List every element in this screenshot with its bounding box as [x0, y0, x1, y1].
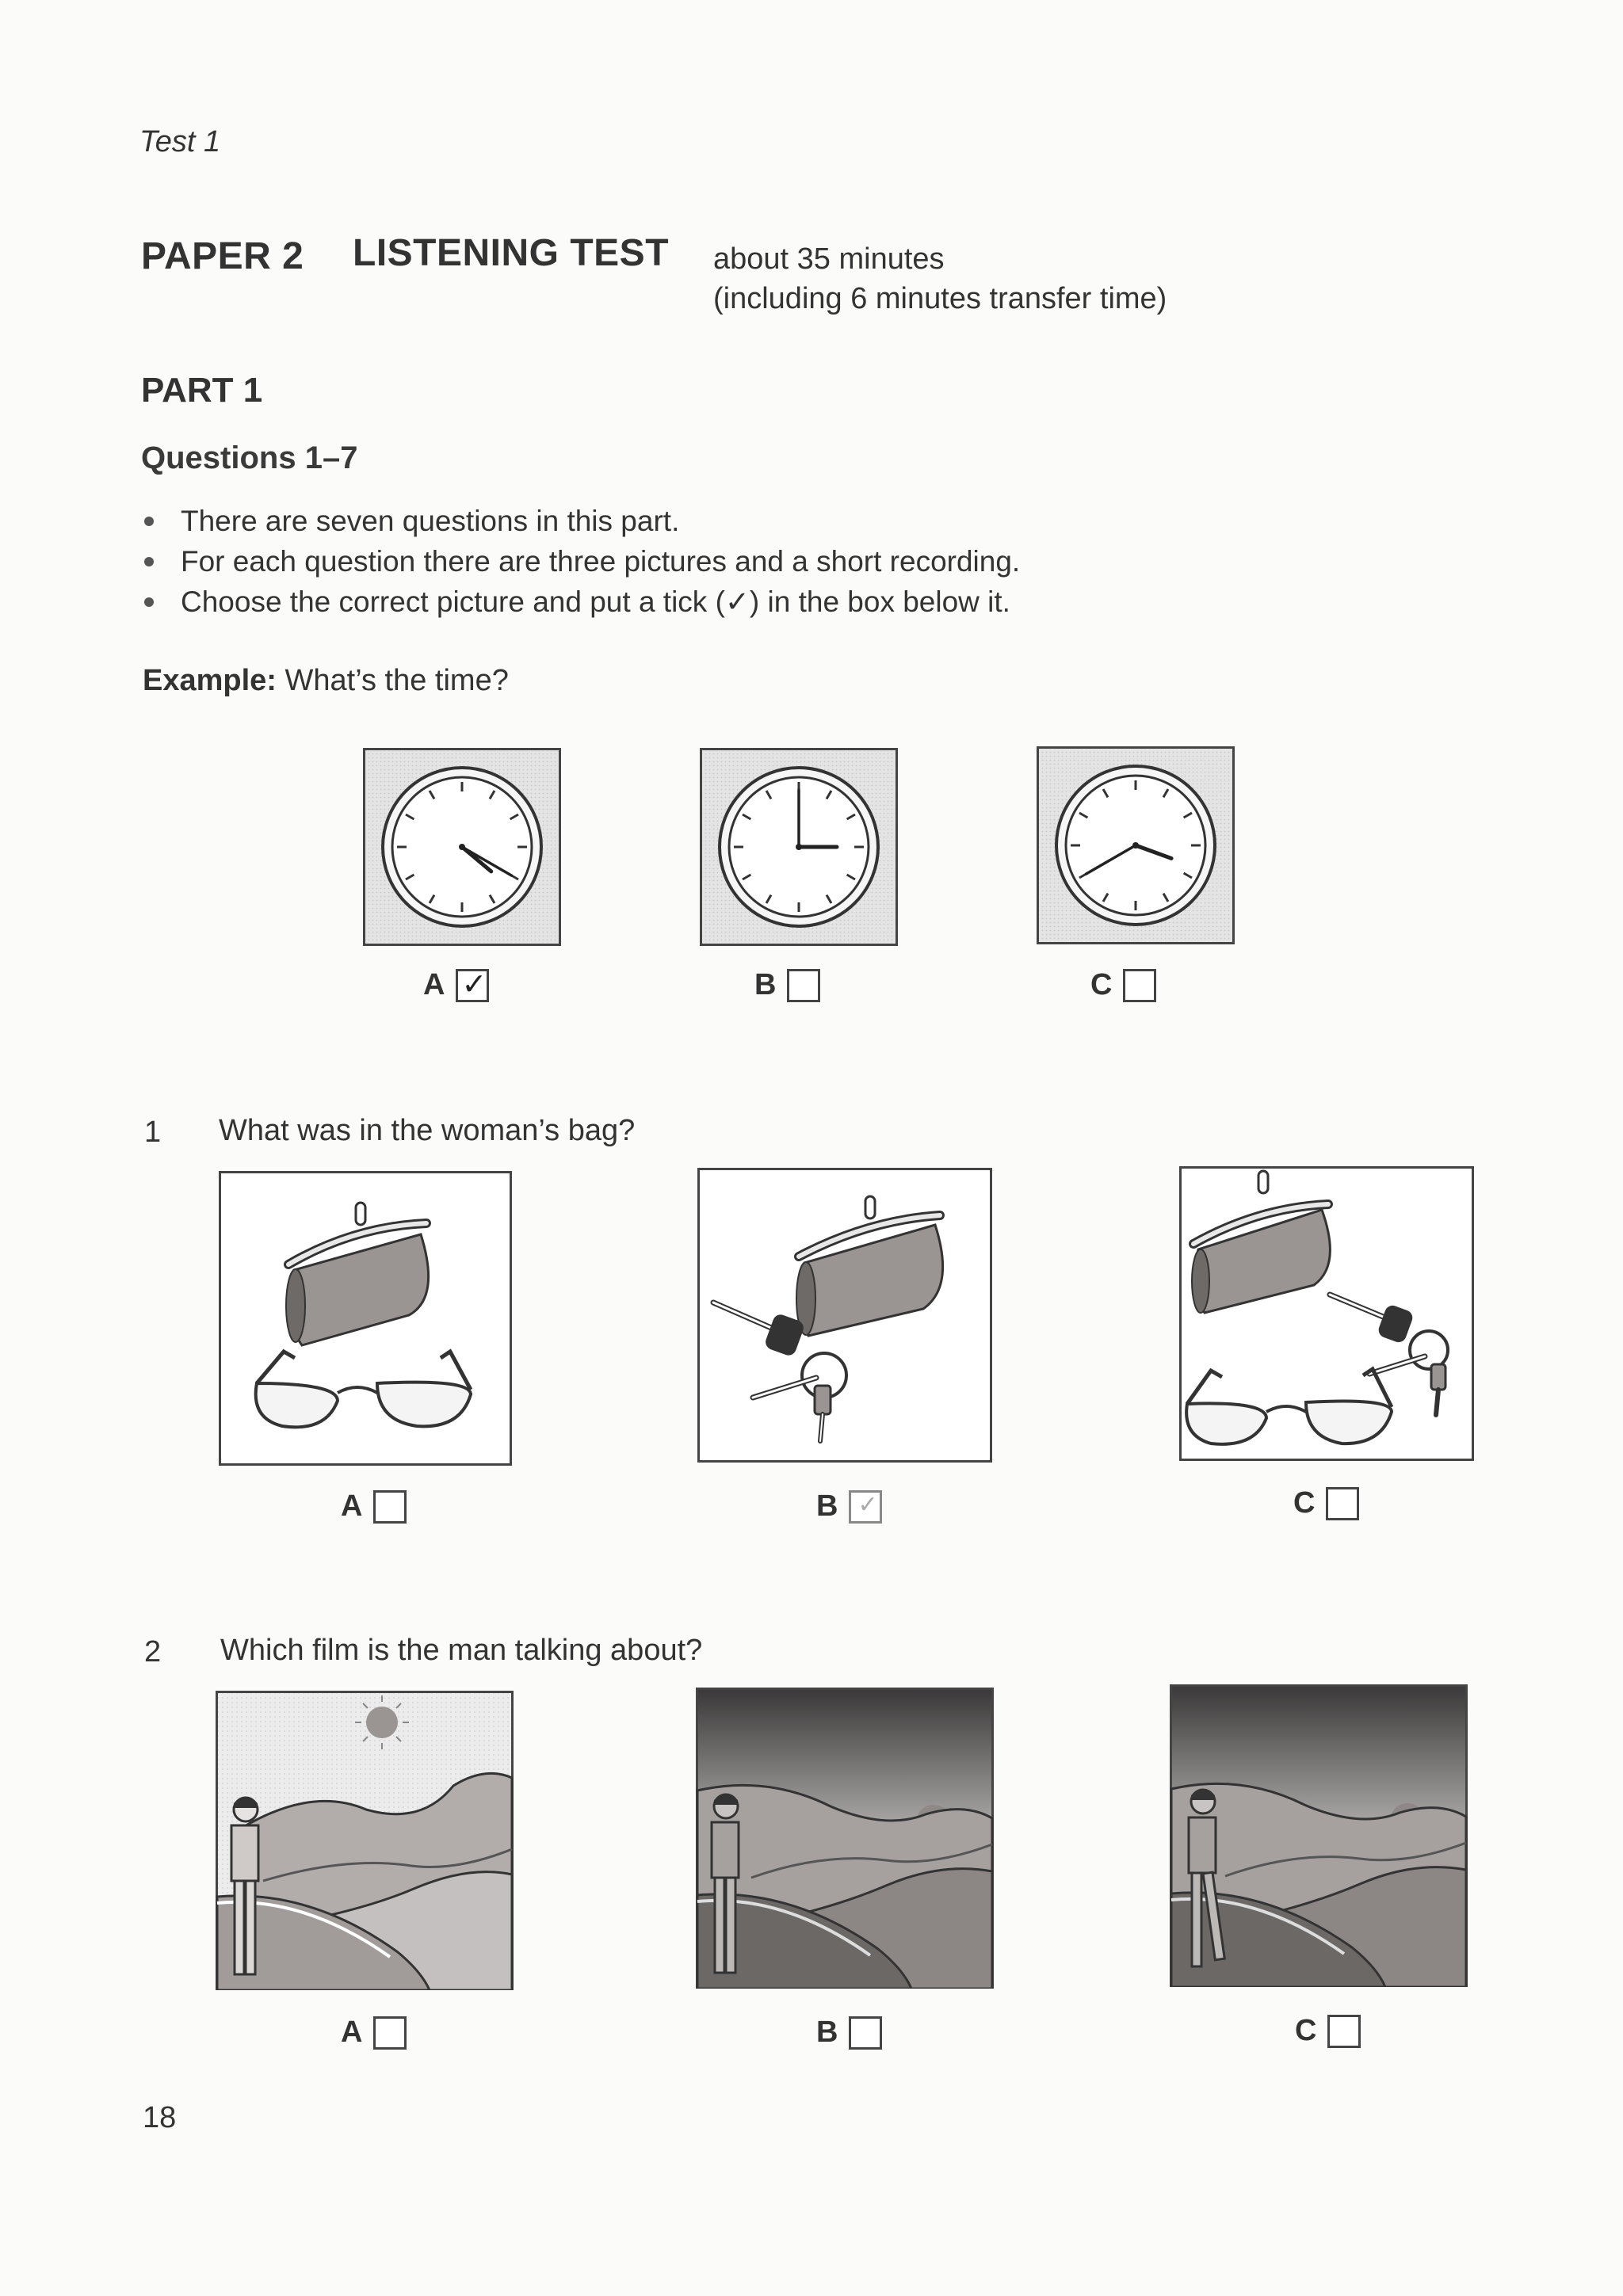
q2-option-c — [1295, 2014, 1361, 2048]
answer-checkbox[interactable] — [1123, 969, 1156, 1002]
q1-option-a — [341, 1489, 407, 1524]
landscape-icon — [697, 1785, 992, 1989]
duration-note: (including 6 minutes transfer time) — [713, 282, 1167, 315]
option-letter: A — [341, 2016, 363, 2049]
q2-option-b — [816, 2016, 882, 2050]
question-text: What was in the woman’s bag? — [219, 1114, 636, 1147]
q2-picture-c — [1170, 1684, 1468, 1987]
instruction-item: There are seven questions in this part. — [139, 501, 1020, 541]
question-text: Which film is the man talking about? — [220, 1634, 703, 1667]
option-letter: B — [754, 968, 777, 1001]
q1-option-c — [1293, 1486, 1359, 1520]
questions-range: Questions 1–7 — [141, 441, 358, 475]
q1-option-b — [816, 1489, 882, 1524]
example-picture-a — [363, 748, 561, 946]
paper-name: LISTENING TEST — [353, 232, 670, 274]
q2-option-a — [341, 2016, 407, 2050]
q2-picture-a — [216, 1691, 514, 1990]
example-picture-b — [700, 748, 898, 946]
instruction-item: Choose the correct picture and put a tick (✓) in the box below it. — [139, 582, 1020, 622]
answer-checkbox[interactable] — [787, 969, 820, 1002]
duration — [713, 239, 1167, 318]
answer-checkbox[interactable] — [373, 2016, 407, 2050]
option-letter: A — [423, 968, 445, 1001]
example-picture-c — [1037, 746, 1235, 944]
instructions-list — [139, 501, 1020, 622]
answer-checkbox[interactable] — [373, 1490, 407, 1524]
example-label: Example: — [143, 664, 277, 697]
clock-icon — [700, 748, 898, 946]
answer-checkbox[interactable] — [1327, 2015, 1361, 2048]
running-head: Test 1 — [139, 125, 221, 158]
q1-picture-a — [219, 1171, 512, 1466]
instruction-item: For each question there are three pictures and a short recording. — [139, 541, 1020, 582]
answer-checkbox[interactable] — [1326, 1487, 1359, 1520]
example-option-a — [423, 968, 489, 1002]
option-letter: C — [1295, 2014, 1317, 2047]
answer-checkbox[interactable] — [849, 1490, 882, 1524]
tick-mark: ✓ — [461, 966, 487, 1001]
option-letter: C — [1293, 1486, 1316, 1520]
example-question: What’s the time? — [285, 664, 509, 697]
option-letter: B — [816, 1489, 838, 1523]
part-title: PART 1 — [141, 371, 263, 410]
question-number: 2 — [144, 1635, 162, 1669]
q2-picture-b — [696, 1688, 994, 1989]
tick-mark: ✓ — [857, 1490, 878, 1519]
option-letter: C — [1090, 968, 1113, 1001]
option-letter: A — [341, 1489, 363, 1523]
example-prompt — [143, 664, 509, 698]
q1-picture-c — [1179, 1166, 1474, 1461]
clock-icon — [363, 748, 561, 946]
clock-icon — [1037, 746, 1235, 944]
answer-checkbox[interactable] — [456, 966, 489, 1002]
question-number: 1 — [144, 1116, 162, 1149]
duration-main: about 35 minutes — [713, 242, 945, 276]
man-icon — [712, 1794, 739, 1973]
example-option-c — [1090, 968, 1156, 1002]
answer-checkbox[interactable] — [849, 2016, 882, 2050]
example-option-b — [754, 968, 820, 1002]
paper-number: PAPER 2 — [141, 235, 304, 277]
option-letter: B — [816, 2016, 838, 2049]
page-number: 18 — [143, 2101, 177, 2134]
q1-picture-b — [697, 1168, 992, 1463]
